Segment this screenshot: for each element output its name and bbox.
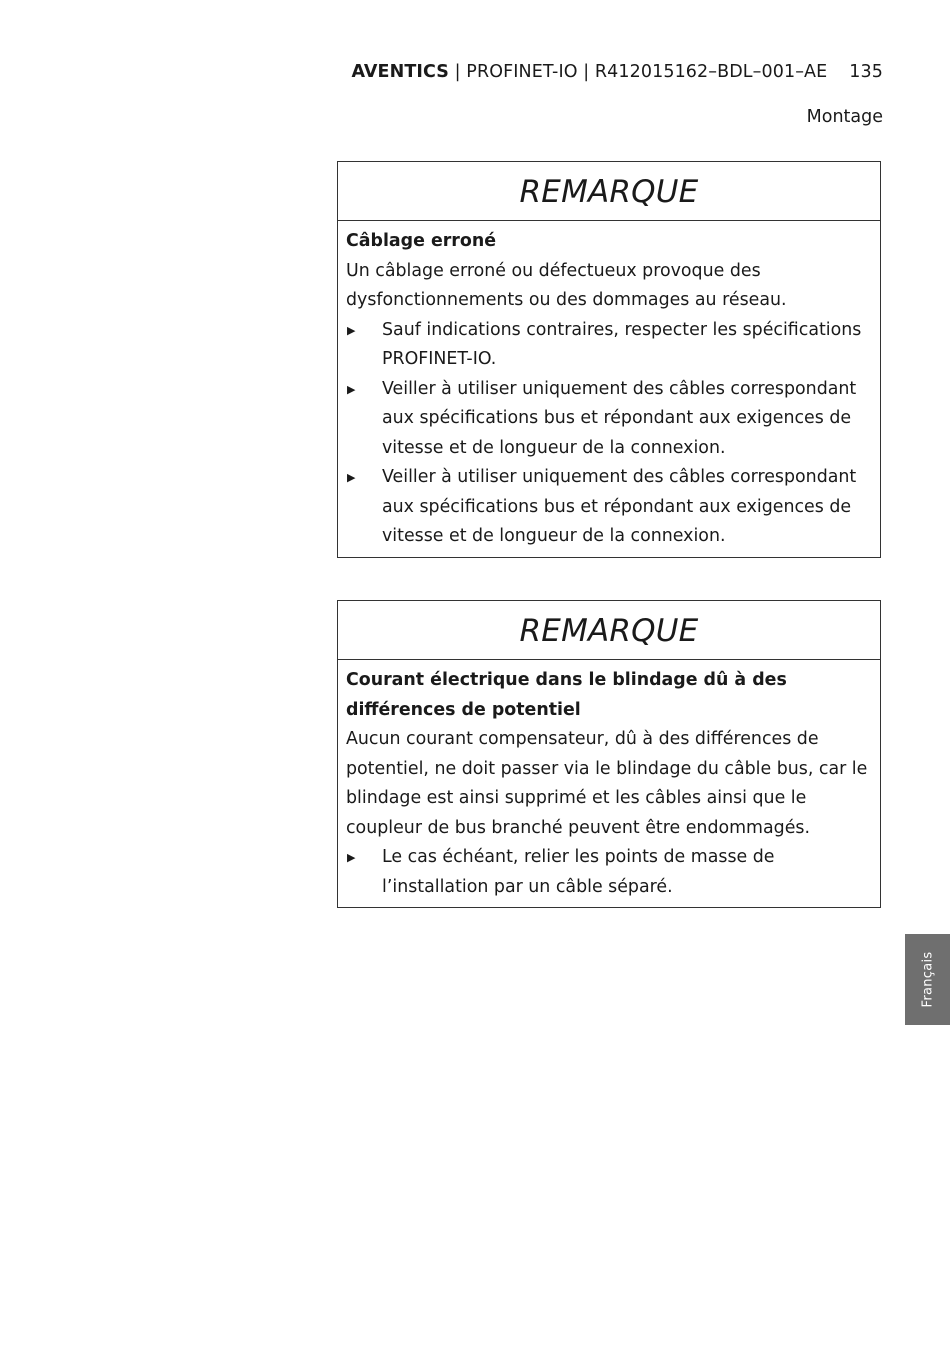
notice-box-wiring bbox=[337, 161, 881, 558]
notice-box-shield-current bbox=[337, 600, 881, 908]
language-tab-label: Français bbox=[920, 951, 936, 1008]
list-item bbox=[346, 843, 872, 902]
triangle-right-icon: ▶ bbox=[347, 471, 356, 484]
notice-heading: REMARQUE bbox=[519, 173, 699, 210]
triangle-right-icon: ▶ bbox=[347, 323, 356, 337]
triangle-right-icon: ▶ bbox=[347, 382, 356, 396]
list-item-text: Le cas échéant, relier les points de masse de l’installation par un câble séparé. bbox=[382, 847, 775, 897]
section-title: Montage bbox=[806, 107, 883, 127]
page-number: 135 bbox=[849, 62, 883, 82]
notice-header bbox=[338, 162, 880, 221]
brand-name: AVENTICS bbox=[351, 62, 449, 82]
list-item bbox=[346, 316, 872, 375]
notice-body bbox=[338, 660, 880, 907]
notice-header bbox=[338, 601, 880, 660]
notice-title: Courant électrique dans le blindage dû à des différences de potentiel bbox=[346, 670, 787, 720]
language-tab bbox=[905, 934, 950, 1025]
list-item bbox=[346, 375, 872, 464]
notice-text: Aucun courant compensateur, dû à des différences de potentiel, ne doit passer via le blindage du câble bus, car le blindage est ainsi supprimé et les câbles ainsi que le coupleur de bus branché peuvent être endommagés. bbox=[346, 729, 868, 838]
notice-title: Câblage erroné bbox=[346, 231, 497, 251]
list-item-text: Veiller à utiliser uniquement des câbles correspondant aux spécifications bus et répondant aux exigences de vitesse et de longueur de la connexion. bbox=[382, 378, 857, 458]
running-header bbox=[351, 62, 883, 82]
list-item-text: Veiller à utiliser uniquement des câbles correspondant aux spécifications bus et répondant aux exigences de vitesse et de longueur de la connexion. bbox=[382, 467, 857, 546]
notice-heading: REMARQUE bbox=[519, 612, 699, 649]
notice-bullet-list bbox=[346, 843, 872, 902]
list-item-text: Sauf indications contraires, respecter les spécifications PROFINET-IO. bbox=[382, 319, 862, 369]
notice-body bbox=[338, 221, 880, 557]
list-item bbox=[346, 463, 872, 552]
triangle-right-icon: ▶ bbox=[347, 851, 356, 864]
notice-bullet-list bbox=[346, 316, 872, 552]
notice-text: Un câblage erroné ou défectueux provoque des dysfonctionnements ou des dommages au réseau. bbox=[346, 260, 787, 310]
document-reference: | PROFINET-IO | R412015162–BDL–001–AE bbox=[448, 62, 828, 82]
